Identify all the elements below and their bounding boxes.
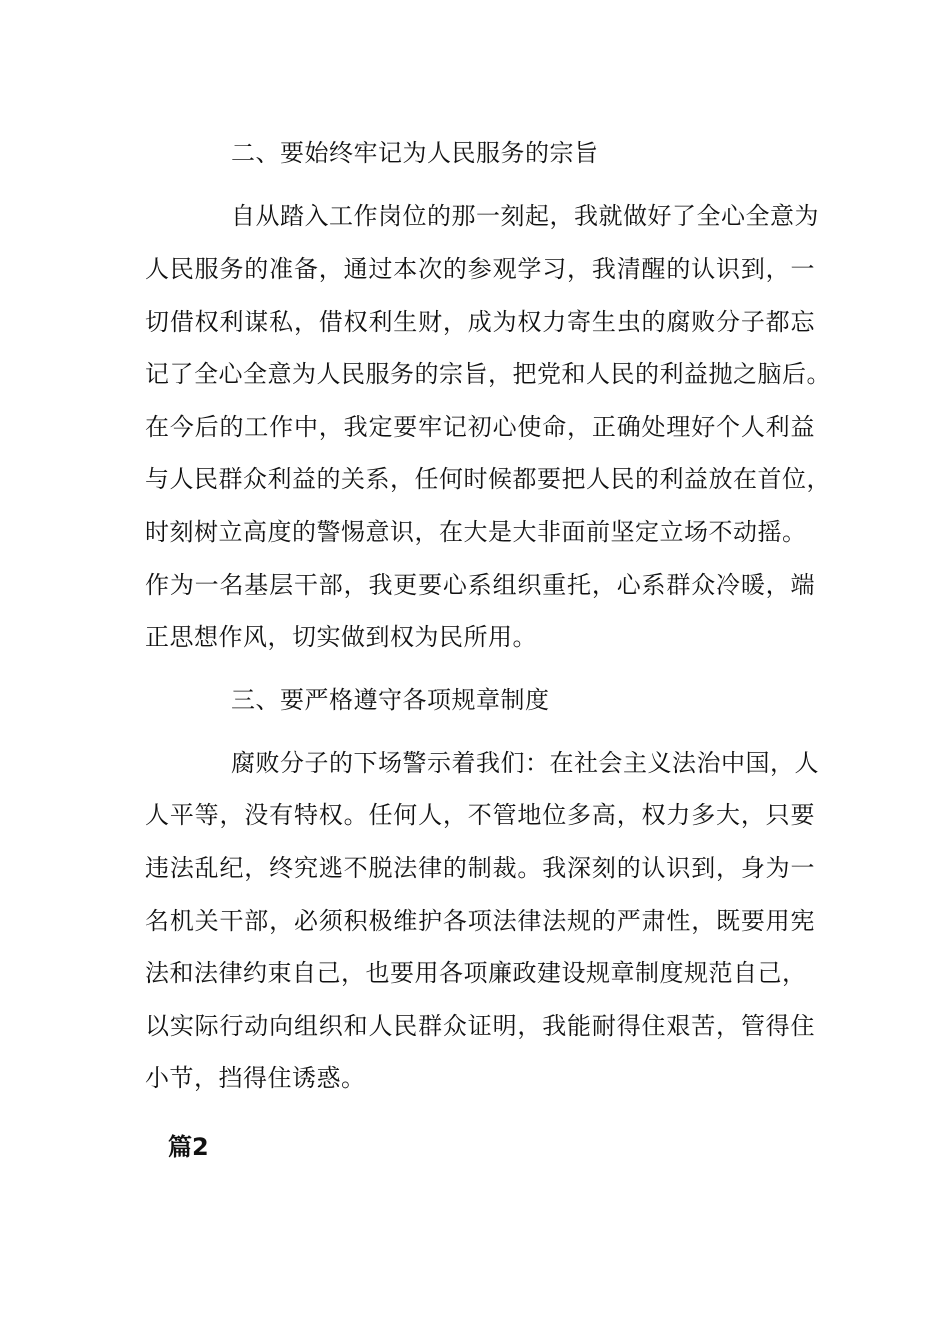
paragraph-line: 名机关干部，必须积极维护各项法律法规的严肃性，既要用宪 [145, 907, 815, 935]
part-label: 篇2 [168, 1133, 209, 1161]
paragraph-line: 切借权利谋私，借权利生财，成为权力寄生虫的腐败分子都忘 [145, 308, 815, 336]
paragraph-line: 法和法律约束自己，也要用各项廉政建设规章制度规范自己， [145, 959, 807, 987]
section-3-heading: 三、要严格遵守各项规章制度 [231, 686, 550, 714]
paragraph-line: 小节，挡得住诱惑。 [145, 1064, 366, 1092]
paragraph-line: 时刻树立高度的警惕意识，在大是大非面前坚定立场不动摇。 [145, 518, 807, 546]
paragraph-line: 记了全心全意为人民服务的宗旨，把党和人民的利益抛之脑后。 [145, 360, 831, 388]
paragraph-line: 作为一名基层干部，我更要心系组织重托，心系群众冷暖，端 [145, 571, 815, 599]
paragraph-line: 以实际行动向组织和人民群众证明，我能耐得住艰苦，管得住 [145, 1012, 815, 1040]
paragraph-line: 与人民群众利益的关系，任何时候都要把人民的利益放在首位， [145, 465, 831, 493]
section-2-heading: 二、要始终牢记为人民服务的宗旨 [231, 139, 599, 167]
paragraph-line: 腐败分子的下场警示着我们：在社会主义法治中国，人 [231, 749, 819, 777]
paragraph-line: 人民服务的准备，通过本次的参观学习，我清醒的认识到，一 [145, 255, 815, 283]
paragraph-line: 人平等，没有特权。任何人，不管地位多高，权力多大，只要 [145, 801, 815, 829]
paragraph-line: 正思想作风，切实做到权为民所用。 [145, 623, 537, 651]
paragraph-line: 违法乱纪，终究逃不脱法律的制裁。我深刻的认识到，身为一 [145, 854, 815, 882]
paragraph-line: 在今后的工作中，我定要牢记初心使命，正确处理好个人利益 [145, 413, 815, 441]
paragraph-line: 自从踏入工作岗位的那一刻起，我就做好了全心全意为 [231, 202, 819, 230]
